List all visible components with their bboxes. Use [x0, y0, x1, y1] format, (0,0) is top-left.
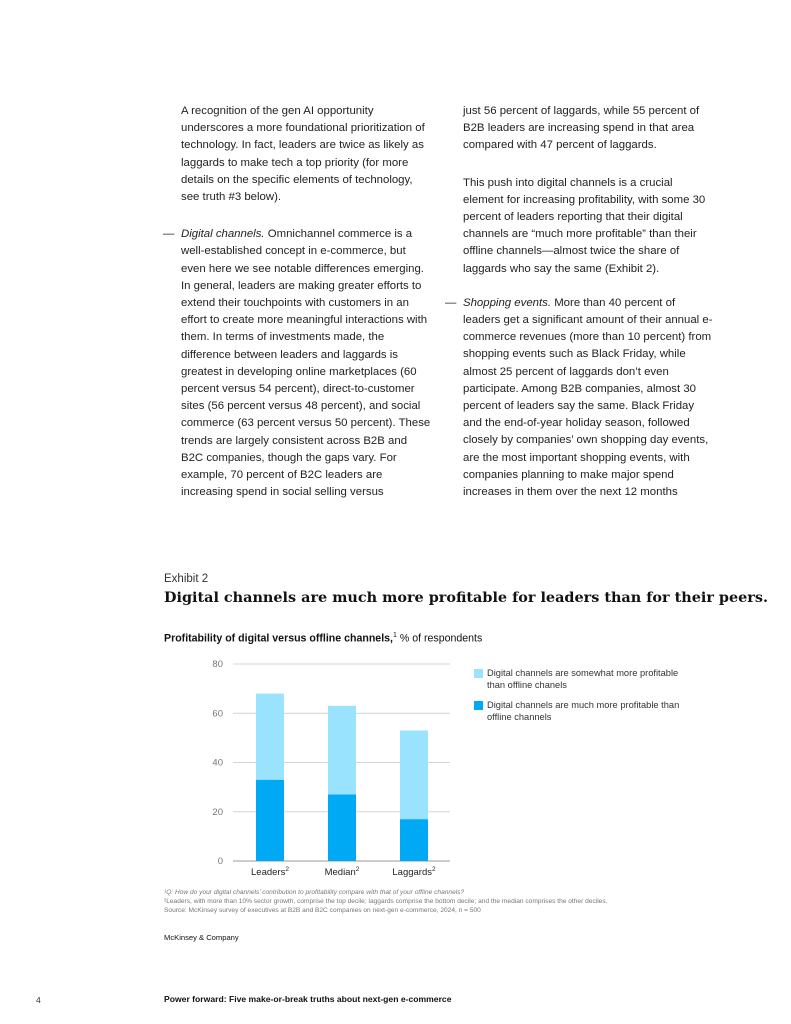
y-tick-label: 20 [212, 806, 223, 818]
legend-item-somewhat [474, 668, 697, 691]
right-paragraph-2: This push into digital channels is a crucial element for increasing profitability, with some 30 percent of leaders reporting that their digital channels are “much more profitable” than their offline channels—almost twice the share of laggards who say the same (Exhibit 2). [463, 176, 706, 275]
footnote-source: Source: McKinsey survey of executives at B2B and B2C companies on next-gen e-commerce, 2024, n = 500 [164, 907, 481, 914]
chart-subtitle-bold: Profitability of digital versus offline channels, [164, 632, 393, 645]
running-title: Power forward: Five make-or-break truths about next-gen e-commerce [164, 994, 452, 1004]
chart-subtitle-sup: 1 [392, 632, 397, 639]
footnote-1: ¹Q: How do your digital channels’ contribution to profitability compare with that of your offline channels? [164, 889, 465, 896]
chart-subtitle-rest: % of respondents [396, 632, 483, 645]
bar-laggards-somewhat [400, 730, 428, 819]
footnotes [164, 888, 764, 915]
right-paragraph-1: just 56 percent of laggards, while 55 percent of B2B leaders are increasing spend in that area compared with 47 percent of laggards. [463, 105, 700, 152]
bullet-digital-channels-lead: Digital channels. [181, 228, 265, 241]
y-tick-label: 40 [212, 757, 223, 769]
legend-swatch-somewhat [474, 669, 483, 678]
bar-leaders-much [256, 780, 284, 861]
left-paragraph-1: A recognition of the gen AI opportunity underscores a more foundational prioritization of technology. In fact, leaders are twice as likely as laggards to make tech a top priority (for more details on the specific elements of technology, see truth #3 below). [181, 105, 425, 204]
bar-leaders-somewhat [256, 694, 284, 780]
y-tick-label: 80 [212, 659, 223, 670]
legend-swatch-much [474, 701, 483, 710]
legend-label-much: Digital channels are much more profitable than offline channels [487, 700, 680, 722]
y-tick-label: 60 [212, 708, 223, 720]
bar-laggards-much [400, 819, 428, 861]
bar-median-much [328, 795, 356, 861]
footnote-2: ²Leaders, with more than 10% sector growth, comprise the top decile; laggards comprise the bottom decile; and the median comprises the other deciles. [164, 898, 608, 905]
page-number: 4 [36, 995, 41, 1005]
bullet-dash: — [163, 228, 175, 241]
x-tick-label-leaders: Leaders$^2$ [251, 866, 289, 878]
bullet-digital-channels-text: Omnichannel commerce is a well-established concept in e-commerce, but even here we see notable differences emerging. In general, leaders are making greater efforts to extend their touchpoints with customers in an effort to create more meaningful interactions with them. In terms of investments made, the difference between leaders and laggards is greatest in developing online marketplaces (60 percent versus 54 percent), direct-to-customer sites (56 percent versus 48 percent), and social commerce (63 percent versus 50 percent). These trends are largely consistent across B2B and B2C companies, though the gaps vary. For example, 70 percent of B2C leaders are increasing spend in social selling versus [181, 228, 431, 499]
bullet-dash: — [445, 296, 457, 309]
legend-item-much [474, 700, 697, 723]
bullet-shopping-events-lead: Shopping events. [463, 296, 552, 309]
legend-label-somewhat: Digital channels are somewhat more profitable than offline chanels [487, 668, 679, 690]
bullet-shopping-events-text: More than 40 percent of leaders get a significant amount of their annual e-commerce revenues (more than 10 percent) from shopping events such as Black Friday, while almost 25 percent of laggards don’t even participate. Among B2B companies, almost 30 percent of leaders say the same. Black Friday and the end-of-year holiday season, followed closely by companies’ own shopping day events, are the most important shopping events, with companies planning to make major spend increases in them over the next 12 months [463, 296, 713, 499]
brand-name: McKinsey & Company [164, 933, 239, 942]
y-tick-label: 0 [217, 856, 223, 867]
x-tick-label-laggards: Laggards$^2$ [392, 866, 436, 878]
exhibit-title: Digital channels are much more profitable for leaders than for their peers. [164, 589, 768, 606]
bar-median-somewhat [328, 706, 356, 795]
exhibit-label: Exhibit 2 [164, 573, 209, 585]
x-tick-label-median: Median$^2$ [324, 866, 360, 878]
